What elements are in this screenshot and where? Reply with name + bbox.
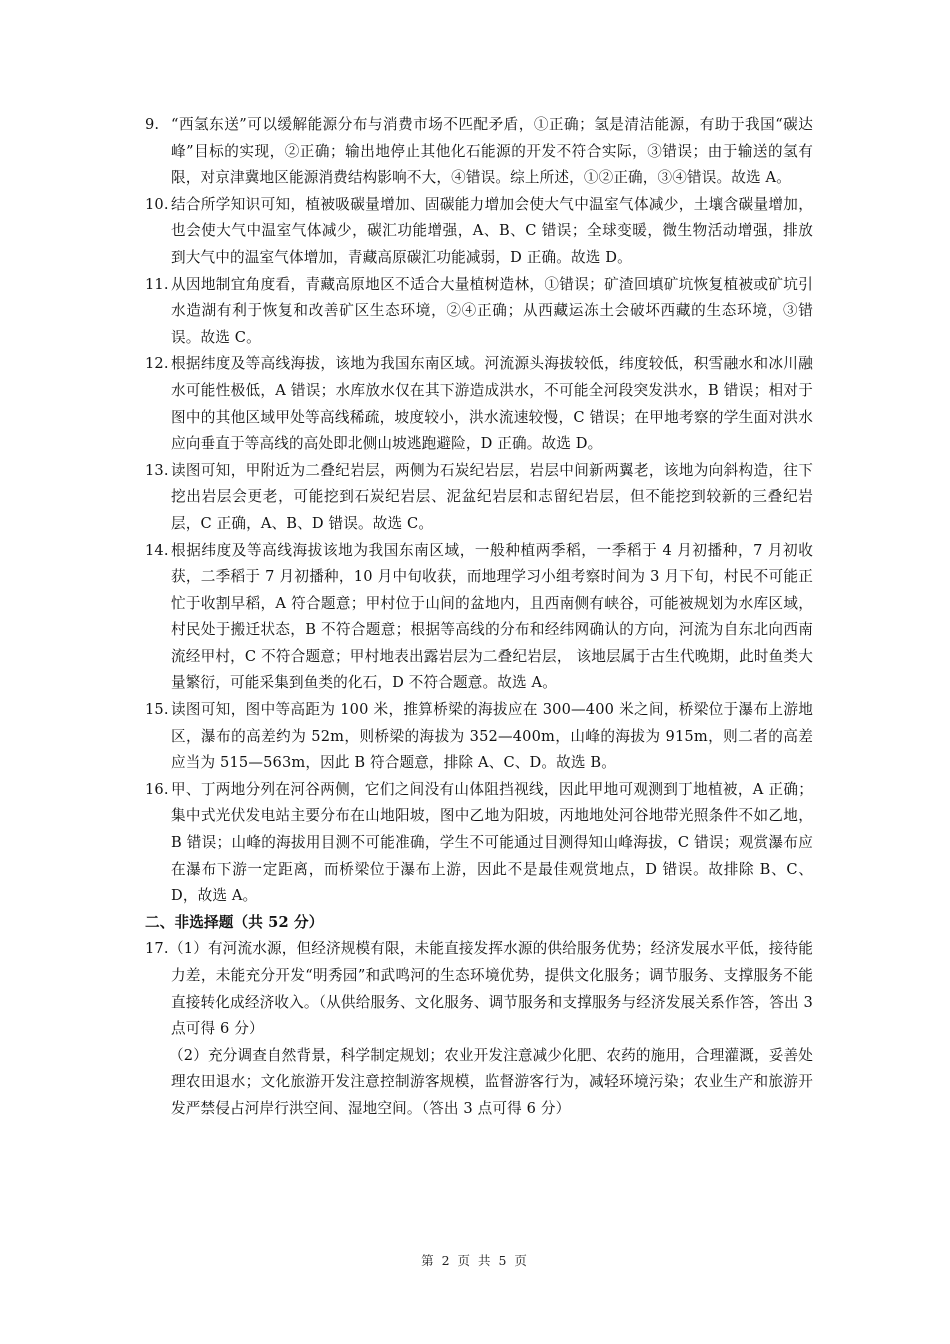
answer-number: 11. — [145, 275, 169, 293]
answer-text: 根据纬度及等高线海拔，该地为我国东南区域。河流源头海拔较低，纬度较低，积雪融水和冰川融水可能性极低，A 错误；水库放水仅在其下游造成洪水，不可能全河段突发洪水，B 错误；相对于图中的其他区域甲处等高线稀疏，坡度较小，洪水流速较慢，C 错误；在甲地考察的学生面对洪水应向垂直于等高线的高处即北侧山坡逃跑避险，D 正确。故选 D。 — [171, 355, 813, 453]
answer-number: 9. — [145, 116, 160, 133]
answer-part-1: （1）有河流水源，但经济规模有限，未能直接发挥水源的供给服务优势；经济发展水平低，接待能力差，未能充分开发“明秀园”和武鸣河的生态环境优势，提供文化服务；调节服务、支撑服务不能直接转化成经济收入。（从供给服务、文化服务、调节服务和支撑服务与经济发展关系作答，答出 3 点可得 6 分） — [169, 940, 813, 1038]
answer-text: 读图可知，图中等高距为 100 米，推算桥梁的海拔应在 300—400 米之间，桥梁位于瀑布上游地区，瀑布的高差约为 52m，则桥梁的海拔为 352—400m，山峰的海拔为 915m，则二者的高差应当为 515—563m，因此 B 符合题意，排除 A、C、D。故选 B。 — [171, 701, 813, 772]
answer-number: 14. — [145, 541, 169, 559]
answer-part-2: （2）充分调查自然背景，科学制定规划；农业开发注意减少化肥、农药的施用，合理灌溉，妥善处理农田退水；文化旅游开发注意控制游客规模，监督游客行为，减轻环境污染；农业生产和旅游开发严禁侵占河岸行洪空间、湿地空间。（答出 3 点可得 6 分） — [169, 1046, 813, 1117]
answer-item-16 — [145, 777, 813, 910]
answer-item-9 — [145, 112, 813, 192]
answer-number: 10. — [145, 195, 169, 213]
answer-number: 17. — [145, 940, 169, 958]
answer-text: 读图可知，甲附近为二叠纪岩层，两侧为石炭纪岩层，岩层中间新两翼老，该地为向斜构造，往下挖出岩层会更老，可能挖到石炭纪岩层、泥盆纪岩层和志留纪岩层，但不能挖到较新的三叠纪岩层，C 正确，A、B、D 错误。故选 C。 — [171, 461, 813, 532]
page-footer: 第 2 页 共 5 页 — [421, 1253, 529, 1268]
answer-item-12 — [145, 351, 813, 457]
answer-item-15 — [145, 697, 813, 777]
answer-text: 甲、丁两地分列在河谷两侧，它们之间没有山体阻挡视线，因此甲地可观测到丁地植被，A 正确；集中式光伏发电站主要分布在山地阳坡，图中乙地为阳坡，丙地地处河谷地带光照条件不如乙地，B 错误；山峰的海拔用目测不可能准确，学生不可能通过目测得知山峰海拔，C 错误；观赏瀑布应在瀑布下游一定距离，而桥梁位于瀑布上游，因此不是最佳观赏地点，D 错误。故排除 B、C、D，故选 A。 — [171, 780, 813, 905]
answer-text: 结合所学知识可知，植被吸碳量增加、固碳能力增加会使大气中温室气体减少，土壤含碳量增加，也会使大气中温室气体减少，碳汇功能增强，A、B、C 错误；全球变暖，微生物活动增强，排放到大气中的温室气体增加，青藏高原碳汇功能减弱，D 正确。故选 D。 — [171, 195, 813, 266]
section-heading: 二、非选择题（共 52 分） — [145, 913, 324, 931]
answer-number: 13. — [145, 461, 169, 479]
answer-text: “西氢东送”可以缓解能源分布与消费市场不匹配矛盾，①正确；氢是清洁能源，有助于我国“碳达峰”目标的实现，②正确；输出地停止其他化石能源的开发不符合实际，③错误；由于输送的氢有限，对京津冀地区能源消费结构影响不大，④错误。综上所述，①②正确，③④错误。故选 A。 — [171, 116, 813, 187]
answer-item-11 — [145, 272, 813, 352]
answer-number: 12. — [145, 355, 169, 373]
answer-number: 16. — [145, 780, 169, 798]
answer-text: 根据纬度及等高线海拔该地为我国东南区域，一般种植两季稻，一季稻于 4 月初播种，7 月初收获，二季稻于 7 月初播种，10 月中旬收获，而地理学习小组考察时间为 3 月下旬，村民不可能正忙于收割早稻，A 符合题意；甲村位于山间的盆地内，且西南侧有峡谷，可能被规划为水库区域，村民处于搬迁状态，B 不符合题意；根据等高线的分布和经纬网确认的方向，河流为自东北向西南流经甲村，C 不符合题意；甲村地表出露岩层为二叠纪岩层， 该地层属于古生代晚期，此时鱼类大量繁衍，可能采集到鱼类的化石，D 不符合题意。故选 A。 — [171, 541, 813, 692]
answer-item-14 — [145, 538, 813, 698]
answer-number: 15. — [145, 701, 169, 719]
answer-text: 从因地制宜角度看，青藏高原地区不适合大量植树造林，①错误；矿渣回填矿坑恢复植被或矿坑引水造湖有利于恢复和改善矿区生态环境，②④正确；从西藏运冻土会破坏西藏的生态环境，③错误。故选 C。 — [171, 275, 813, 346]
answer-item-13 — [145, 458, 813, 538]
answer-item-10 — [145, 192, 813, 272]
answer-content — [145, 112, 813, 1123]
answer-item-17 — [145, 936, 813, 1122]
